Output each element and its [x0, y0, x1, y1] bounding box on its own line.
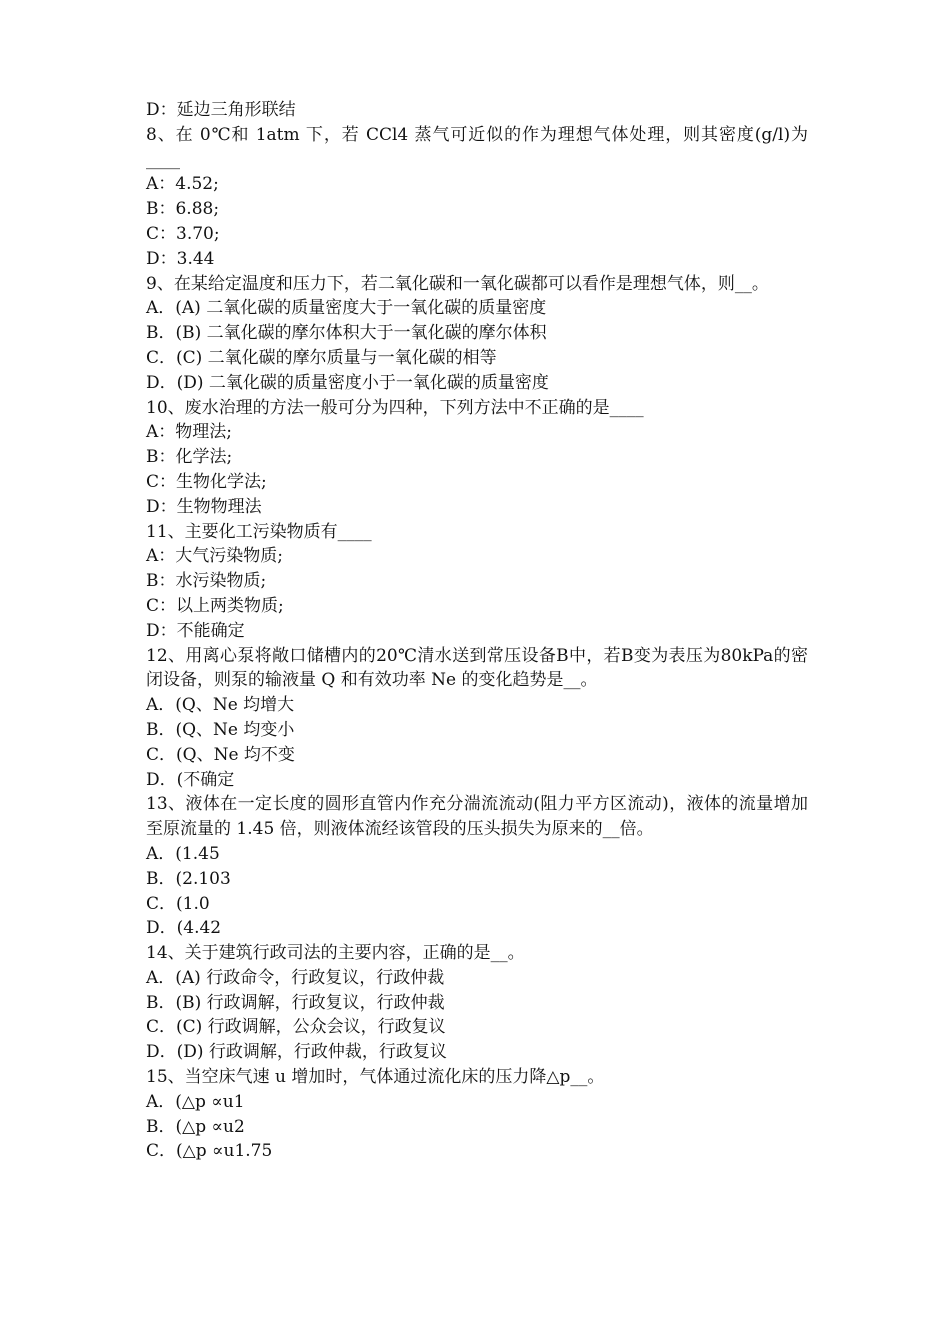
text-line: C：生物化学法; [146, 471, 267, 492]
text-line: D．(不确定 [146, 769, 235, 790]
text-line: D：不能确定 [146, 620, 245, 641]
text-line: 15、当空床气速 u 增加时，气体通过流化床的压力降△p__。 [146, 1067, 605, 1088]
text-line: C．(△p ∝u1.75 [146, 1141, 273, 1162]
text-line: B．(B) 二氧化碳的摩尔体积大于一氧化碳的摩尔体积 [146, 323, 547, 344]
text-line: A：4.52; [146, 174, 219, 195]
text-line: D．(D) 二氧化碳的质量密度小于一氧化碳的质量密度 [146, 372, 549, 393]
text-line: C：以上两类物质; [146, 595, 284, 616]
text-line: A．(A) 行政命令，行政复议，行政仲裁 [146, 967, 445, 988]
text-line: A．(Q、Ne 均增大 [146, 695, 295, 716]
text-line: 10、废水治理的方法一般可分为四种，下列方法中不正确的是____ [146, 397, 644, 418]
text-line: D．(4.42 [146, 918, 222, 939]
text-line: C．(Q、Ne 均不变 [146, 744, 295, 765]
text-line: A．(A) 二氧化碳的质量密度大于一氧化碳的质量密度 [146, 298, 547, 319]
text-line: 12、用离心泵将敞口储槽内的20℃清水送到常压设备B中，若B变为表压为80kPa的密闭设备，则泵的输液量 Q 和有效功率 Ne 的变化趋势是__。 [146, 645, 808, 691]
text-line: C．(C) 二氧化碳的摩尔质量与一氧化碳的相等 [146, 347, 497, 368]
text-line: A：大气污染物质; [146, 546, 284, 567]
text-line: D．(D) 行政调解，行政仲裁，行政复议 [146, 1042, 447, 1063]
text-line: B．(2.103 [146, 868, 231, 889]
text-line: 11、主要化工污染物质有____ [146, 521, 372, 542]
text-line: 14、关于建筑行政司法的主要内容，正确的是__。 [146, 943, 525, 964]
text-line: A．(1.45 [146, 843, 220, 864]
text-line: D：延边三角形联结 [146, 100, 296, 120]
text-line: C．(1.0 [146, 893, 210, 914]
text-line: B：化学法; [146, 447, 233, 468]
text-line: A：物理法; [146, 422, 233, 443]
text-line: 9、在某给定温度和压力下，若二氧化碳和一氧化碳都可以看作是理想气体，则__。 [146, 273, 769, 294]
text-line: B．(B) 行政调解，行政复议，行政仲裁 [146, 992, 445, 1013]
text-line: D：3.44 [146, 248, 215, 269]
text-line: B．(Q、Ne 均变小 [146, 719, 295, 740]
text-line: C．(C) 行政调解，公众会议，行政复议 [146, 1017, 446, 1038]
text-line: 13、液体在一定长度的圆形直管内作充分湍流流动(阻力平方区流动)，液体的流量增加至原流量的 1.45 倍，则液体流经该管段的压头损失为原来的__倍。 [146, 794, 808, 840]
text-line: A．(△p ∝u1 [146, 1091, 245, 1112]
text-line: B：水污染物质; [146, 571, 267, 592]
text-line: D：生物物理法 [146, 496, 262, 517]
document-page [146, 98, 808, 1164]
text-line: B：6.88; [146, 199, 220, 220]
text-line: C：3.70; [146, 223, 220, 244]
text-line: 8、在 0℃和 1atm 下，若 CCl4 蒸气可近似的作为理想气体处理，则其密度(g/l)为____ [146, 124, 808, 170]
text-line: B．(△p ∝u2 [146, 1116, 245, 1137]
